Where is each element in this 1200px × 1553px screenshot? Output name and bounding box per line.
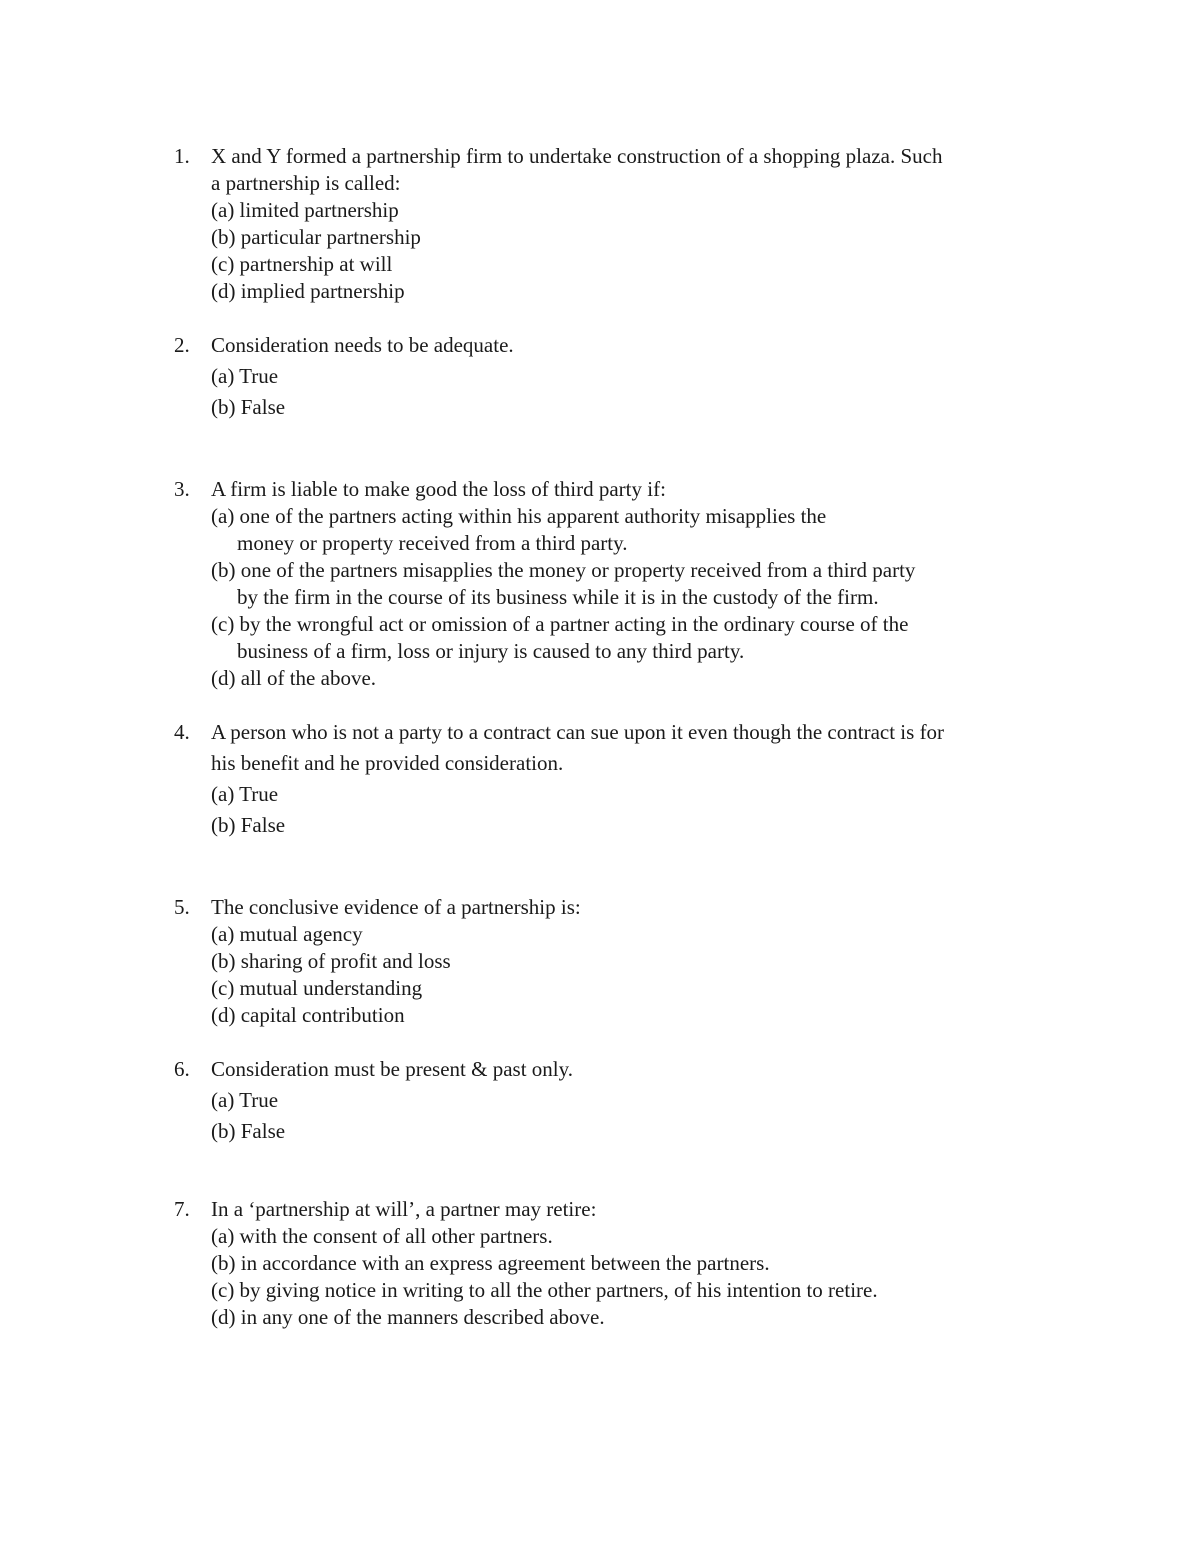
answer-option: (c) by giving notice in writing to all the other partners, of his intention to retire.	[211, 1278, 878, 1302]
answer-option: (b) in accordance with an express agreement between the partners.	[211, 1251, 770, 1275]
question-body	[211, 1056, 1054, 1145]
answer-option: (a) True	[211, 1088, 279, 1112]
question-stem-line: his benefit and he provided consideration.	[211, 751, 564, 775]
question-number: 3.	[174, 477, 190, 501]
question-body	[211, 1196, 1054, 1331]
question-number: 2.	[174, 333, 190, 357]
answer-option: (b) one of the partners misapplies the money or property received from a third party	[211, 558, 916, 582]
question-body	[211, 719, 1054, 839]
answer-option: (a) True	[211, 364, 279, 388]
answer-option: (a) mutual agency	[211, 922, 363, 946]
question-stem-line: The conclusive evidence of a partnership is:	[211, 895, 581, 919]
question-number: 1.	[174, 144, 190, 168]
question-stem-line: Consideration must be present & past only.	[211, 1057, 574, 1081]
question-6	[174, 1056, 1054, 1145]
question-body	[211, 143, 1054, 305]
answer-option: (c) by the wrongful act or omission of a partner acting in the ordinary course of the	[211, 612, 909, 636]
answer-option: (d) in any one of the manners described above.	[211, 1305, 605, 1329]
question-stem-line: A firm is liable to make good the loss of third party if:	[211, 477, 666, 501]
answer-option-continuation: money or property received from a third party.	[237, 531, 628, 555]
answer-option: (a) with the consent of all other partners.	[211, 1224, 553, 1248]
question-7	[174, 1196, 1054, 1331]
answer-option: (c) mutual understanding	[211, 976, 423, 1000]
question-stem-line: A person who is not a party to a contract can sue upon it even though the contract is for	[211, 720, 945, 744]
question-number: 7.	[174, 1197, 190, 1221]
answer-option: (a) one of the partners acting within his apparent authority misapplies the	[211, 504, 827, 528]
question-2	[174, 332, 1054, 421]
answer-option: (b) False	[211, 395, 286, 419]
question-stem-line: Consideration needs to be adequate.	[211, 333, 514, 357]
question-4	[174, 719, 1054, 839]
question-stem-line: a partnership is called:	[211, 171, 401, 195]
question-3	[174, 476, 1054, 692]
question-1	[174, 143, 1054, 305]
question-number: 4.	[174, 720, 190, 744]
question-stem-line: In a ‘partnership at will’, a partner may retire:	[211, 1197, 597, 1221]
answer-option: (a) limited partnership	[211, 198, 399, 222]
answer-option-continuation: business of a firm, loss or injury is caused to any third party.	[237, 639, 745, 663]
answer-option: (b) sharing of profit and loss	[211, 949, 451, 973]
answer-option: (b) particular partnership	[211, 225, 421, 249]
question-stem-line: X and Y formed a partnership firm to undertake construction of a shopping plaza. Such	[211, 144, 943, 168]
question-body	[211, 894, 1054, 1029]
question-5	[174, 894, 1054, 1029]
question-number: 6.	[174, 1057, 190, 1081]
answer-option: (b) False	[211, 1119, 286, 1143]
question-number: 5.	[174, 895, 190, 919]
answer-option: (c) partnership at will	[211, 252, 393, 276]
question-body	[211, 476, 1054, 692]
answer-option: (d) implied partnership	[211, 279, 405, 303]
answer-option: (d) capital contribution	[211, 1003, 405, 1027]
answer-option: (b) False	[211, 813, 286, 837]
answer-option-continuation: by the firm in the course of its business while it is in the custody of the firm.	[237, 585, 879, 609]
question-body	[211, 332, 1054, 421]
answer-option: (d) all of the above.	[211, 666, 377, 690]
answer-option: (a) True	[211, 782, 279, 806]
